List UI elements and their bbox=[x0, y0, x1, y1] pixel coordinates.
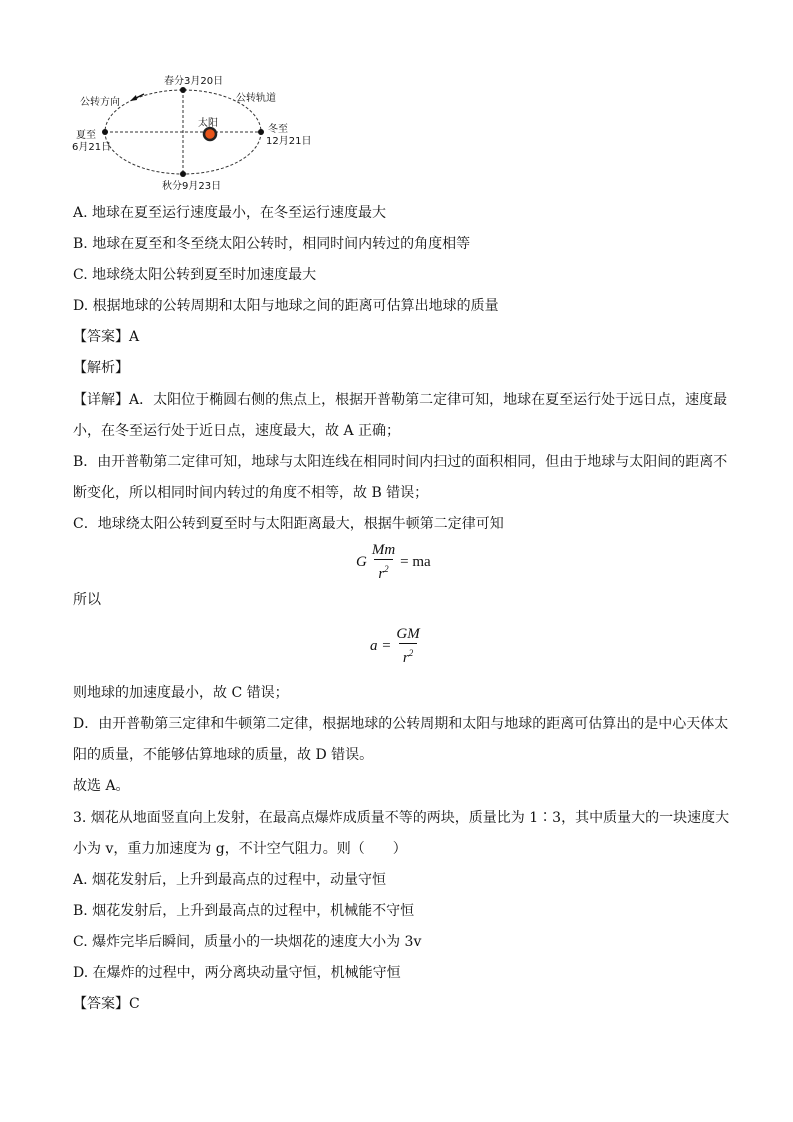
detail-label: 【详解】 bbox=[73, 392, 129, 408]
formula1-rhs: = ma bbox=[400, 553, 431, 570]
answer-value: A bbox=[129, 329, 140, 345]
gravity-formula bbox=[356, 541, 431, 583]
detail-a-line1 bbox=[73, 390, 727, 410]
spring-label: 春分3月20日 bbox=[164, 76, 224, 87]
formula2-fraction bbox=[394, 625, 421, 667]
q3-stem-line2: 小为 v，重力加速度为 g，不计空气阻力。则（ ） bbox=[73, 841, 407, 857]
summer-date-label: 6月21日 bbox=[72, 142, 112, 153]
detail-d-line1: D．由开普勒第三定律和牛顿第二定律，根据地球的公转周期和太阳与地球的距离可估算出的是中心天体太 bbox=[73, 716, 729, 732]
detail-b-line2: 断变化，所以相同时间内转过的角度不相等，故 B 错误； bbox=[73, 485, 429, 501]
autumn-label: 秋分9月23日 bbox=[162, 181, 222, 192]
q3-answer bbox=[73, 994, 140, 1014]
summer-name-label: 夏至 bbox=[76, 130, 96, 141]
acceleration-formula bbox=[370, 625, 425, 667]
detail-a-text: A．太阳位于椭圆右侧的焦点上，根据开普勒第二定律可知，地球在夏至运行处于远日点，速度最 bbox=[129, 392, 728, 408]
q2-answer bbox=[73, 327, 139, 347]
detail-d-line2: 阳的质量，不能够估算地球的质量，故 D 错误。 bbox=[73, 747, 374, 763]
formula2-lhs: a = bbox=[370, 637, 392, 654]
arrow-head-icon bbox=[130, 95, 137, 101]
q2-option-c: C. 地球绕太阳公转到夏至时加速度最大 bbox=[73, 267, 317, 283]
spring-point bbox=[180, 87, 186, 93]
q3-option-b: B. 烟花发射后，上升到最高点的过程中，机械能不守恒 bbox=[73, 903, 415, 919]
sun-label: 太阳 bbox=[198, 118, 218, 129]
q3-option-d: D. 在爆炸的过程中，两分离块动量守恒，机械能守恒 bbox=[73, 965, 401, 981]
detail-c-line2: 则地球的加速度最小，故 C 错误； bbox=[73, 685, 289, 701]
winter-point bbox=[258, 129, 264, 135]
q2-option-a: A. 地球在夏至运行速度最小，在冬至运行速度最大 bbox=[73, 205, 387, 221]
sun-icon bbox=[204, 128, 216, 140]
winter-date-label: 12月21日 bbox=[266, 136, 312, 147]
autumn-point bbox=[180, 171, 186, 177]
formula1-numerator: Mm bbox=[371, 542, 396, 558]
so-text: 所以 bbox=[73, 592, 101, 608]
direction-label: 公转方向 bbox=[80, 97, 120, 108]
formula1-g: G bbox=[356, 553, 367, 570]
detail-b-line1: B．由开普勒第二定律可知，地球与太阳连线在相同时间内扫过的面积相同，但由于地球与太阳间的距离不 bbox=[73, 454, 728, 470]
q3-option-c: C. 爆炸完毕后瞬间，质量小的一块烟花的速度大小为 3v bbox=[73, 934, 422, 950]
formula2-numerator: GM bbox=[396, 626, 420, 642]
q2-conclusion: 故选 A。 bbox=[73, 778, 130, 794]
formula1-fraction bbox=[370, 541, 397, 583]
winter-name-label: 冬至 bbox=[268, 124, 288, 135]
q3-stem-line1: 3. 烟花从地面竖直向上发射，在最高点爆炸成质量不等的两块，质量比为 1∶3，其中质量大的一块速度大 bbox=[73, 810, 730, 826]
summer-point bbox=[102, 129, 108, 135]
formula2-denominator: $r^2$ bbox=[399, 643, 417, 667]
formula1-denominator: $r^2$ bbox=[374, 559, 392, 583]
q3-answer-label: 【答案】 bbox=[73, 996, 129, 1012]
detail-c-line1: C．地球绕太阳公转到夏至时与太阳距离最大，根据牛顿第二定律可知 bbox=[73, 516, 504, 532]
orbit-diagram bbox=[70, 70, 330, 198]
q3-option-a: A. 烟花发射后，上升到最高点的过程中，动量守恒 bbox=[73, 872, 387, 888]
q2-option-b: B. 地球在夏至和冬至绕太阳公转时，相同时间内转过的角度相等 bbox=[73, 236, 471, 252]
analysis-label: 【解析】 bbox=[73, 360, 129, 376]
answer-label: 【答案】 bbox=[73, 329, 129, 345]
q3-answer-value: C bbox=[129, 996, 140, 1012]
q2-option-d: D. 根据地球的公转周期和太阳与地球之间的距离可估算出地球的质量 bbox=[73, 298, 499, 314]
orbit-label: 公转轨道 bbox=[236, 93, 276, 104]
detail-a-line2: 小，在冬至运行处于近日点，速度最大，故 A 正确； bbox=[73, 423, 401, 439]
